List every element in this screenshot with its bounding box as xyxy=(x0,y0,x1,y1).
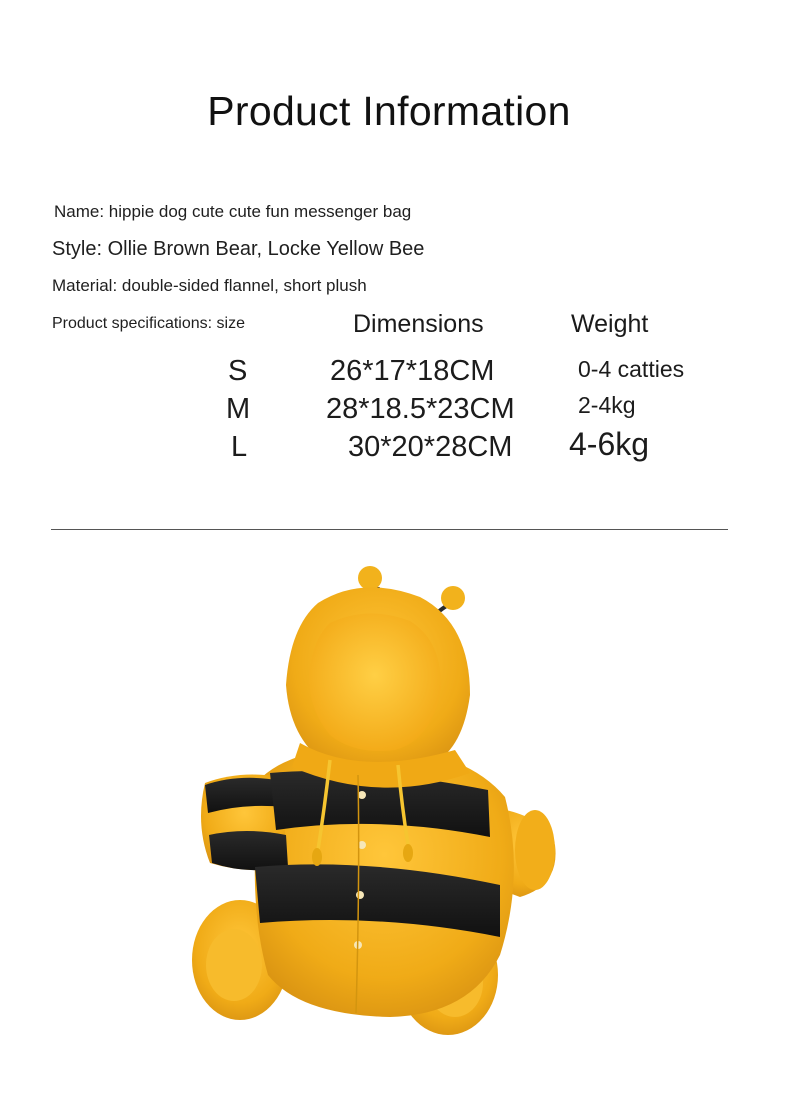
row-l-weight: 4-6kg xyxy=(569,426,650,462)
row-l-size: L xyxy=(231,431,248,463)
row-s-dimensions: 26*17*18CM xyxy=(330,355,495,387)
row-m-dimensions: 28*18.5*23CM xyxy=(326,393,515,425)
product-material: Material: double-sided flannel, short plush xyxy=(52,276,367,295)
row-l-dimensions: 30*20*28CM xyxy=(348,431,513,463)
row-s-size: S xyxy=(228,355,248,387)
antenna-right-ball xyxy=(441,586,465,610)
header-weight: Weight xyxy=(571,310,649,338)
antenna-left-ball xyxy=(358,566,382,590)
divider xyxy=(51,529,728,530)
product-style: Style: Ollie Brown Bear, Locke Yellow Bee xyxy=(52,238,425,260)
row-s-weight: 0-4 catties xyxy=(578,356,685,382)
hood-inner xyxy=(309,613,440,751)
page-title: Product Information xyxy=(207,88,571,134)
product-name: Name: hippie dog cute cute fun messenger bag xyxy=(54,202,412,221)
row-m-weight: 2-4kg xyxy=(578,392,636,418)
bee-bag-illustration xyxy=(0,545,790,1104)
product-specifications: Product specifications: size xyxy=(52,315,245,332)
row-m-size: M xyxy=(226,393,251,425)
header-dimensions: Dimensions xyxy=(353,310,484,338)
